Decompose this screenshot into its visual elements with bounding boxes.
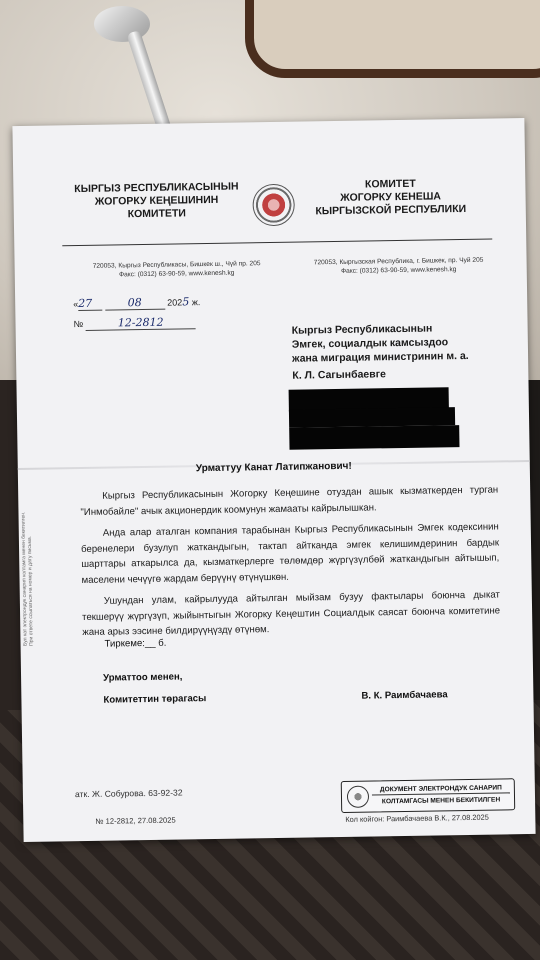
letter-paper — [12, 118, 535, 842]
recipient-block — [292, 321, 470, 383]
body-paragraph: Ушундан улам, кайрылууда айтылган мыйзам бузуу фактылары боюнча дыкат текшерүү жүргүзүп, жыйынтыгын Жогорку Кеңештин Социалдык саясат боюнча комитетине жана арыз ээсине билдирүүңүздү өтүнөм. — [82, 589, 501, 639]
right-org-line: КЫРГЫЗСКОЙ РЕСПУБЛИКИ — [315, 202, 467, 218]
left-org-line: ЖОГОРКУ КЕҢЕШИНИН — [94, 193, 219, 208]
number-label: № — [73, 318, 84, 330]
date-month: 08 — [105, 296, 165, 311]
left-address — [77, 259, 277, 280]
left-org-line: КОМИТЕТИ — [127, 207, 187, 221]
address-line: Факс: (0312) 63-90-59, www.kenesh.kg — [340, 266, 457, 275]
letterhead-divider — [62, 239, 492, 247]
date-line — [73, 295, 200, 311]
recipient-line: Кыргыз Республикасынын — [291, 322, 433, 337]
date-year-suffix: 5 — [182, 295, 190, 309]
greeting: Урматтуу Канат Латипжанович! — [195, 460, 352, 475]
letterhead-left-org — [71, 180, 242, 222]
date-prefix: « — [73, 299, 79, 310]
left-org-line: КЫРГЫЗ РЕСПУБЛИКАСЫНЫН — [74, 180, 239, 196]
state-emblem-icon — [252, 184, 295, 227]
date-year-prefix: 202 — [167, 297, 183, 308]
reference-number: 12-2812 — [86, 315, 196, 331]
address-line: Факс: (0312) 63-90-59, www.kenesh.kg — [119, 269, 235, 279]
signed-by: Кол койгон: Раимбачаева В.К., 27.08.2025 — [345, 812, 489, 824]
date-day: 27 — [78, 297, 102, 311]
address-line: 720053, Кыргызская Республика, г. Бишкек, пр. Чуй 205 — [313, 256, 484, 267]
date-year-unit: ж. — [191, 297, 201, 308]
signer-name: В. К. Раимбачаева — [361, 689, 448, 702]
letterhead-right-org — [305, 177, 476, 219]
margin-note: Бул кат электрондук санарип колтамга менен бекитилген. При ответе ссылаться на номер и дату письма. — [20, 511, 35, 646]
recipient-line: Эмгек, социалдык камсыздоо — [291, 336, 449, 351]
right-org-line: КОМИТЕТ — [364, 177, 416, 191]
closing-phrase: Урматтоо менен, — [103, 671, 183, 684]
right-address — [299, 255, 499, 276]
document-number: № 12-2812, 27.08.2025 — [95, 815, 176, 826]
signer-title: Комитеттин төрагасы — [103, 693, 207, 706]
e-signature-stamp — [341, 778, 515, 813]
executor-line: атк. Ж. Собурова. 63-92-32 — [74, 787, 183, 800]
body-paragraph: Анда алар аталган компания тарабынан Кыргыз Республикасынын Эмгек кодексинин беренелери бузулуп жаткандыгын, тактап айтканда эмгек келишимдеринин бардык шарттары аткарылса да, кызматкерлерге төлөмдөр жүргүзүлбөй жаткандыгын айтышып, маселени чечүүгө жардам берүүнү өтүнүшкөн. — [80, 521, 500, 586]
attachment-line: Тиркеме:__ б. — [104, 637, 167, 650]
letter-body — [80, 482, 500, 646]
recipient-line: жана миграция министринин м. а. — [292, 349, 469, 365]
redaction-bar — [289, 425, 459, 450]
body-paragraph: Кыргыз Республикасынын Жогорку Кеңешине отуздан ашык кызматкерден турган "Инмобайле" ачык акционердик коомунун жамааты кайрылышкан. — [80, 484, 499, 518]
stamp-line: ДОКУМЕНТ ЭЛЕКТРОНДУК САНАРИП — [372, 783, 510, 795]
emblem-icon — [347, 786, 369, 808]
address-line: 720053, Кыргыз Республикасы, Бишкек ш., Чүй пр. 205 — [92, 260, 261, 270]
number-line — [73, 315, 195, 331]
recipient-name: К. Л. Сагынбаевге — [292, 368, 386, 382]
right-org-line: ЖОГОРКУ КЕНЕША — [340, 190, 442, 204]
stamp-line: КОЛТАМГАСЫ МЕНЕН БЕКИТИЛГЕН — [381, 796, 501, 806]
embroidery-hoop — [245, 0, 540, 78]
